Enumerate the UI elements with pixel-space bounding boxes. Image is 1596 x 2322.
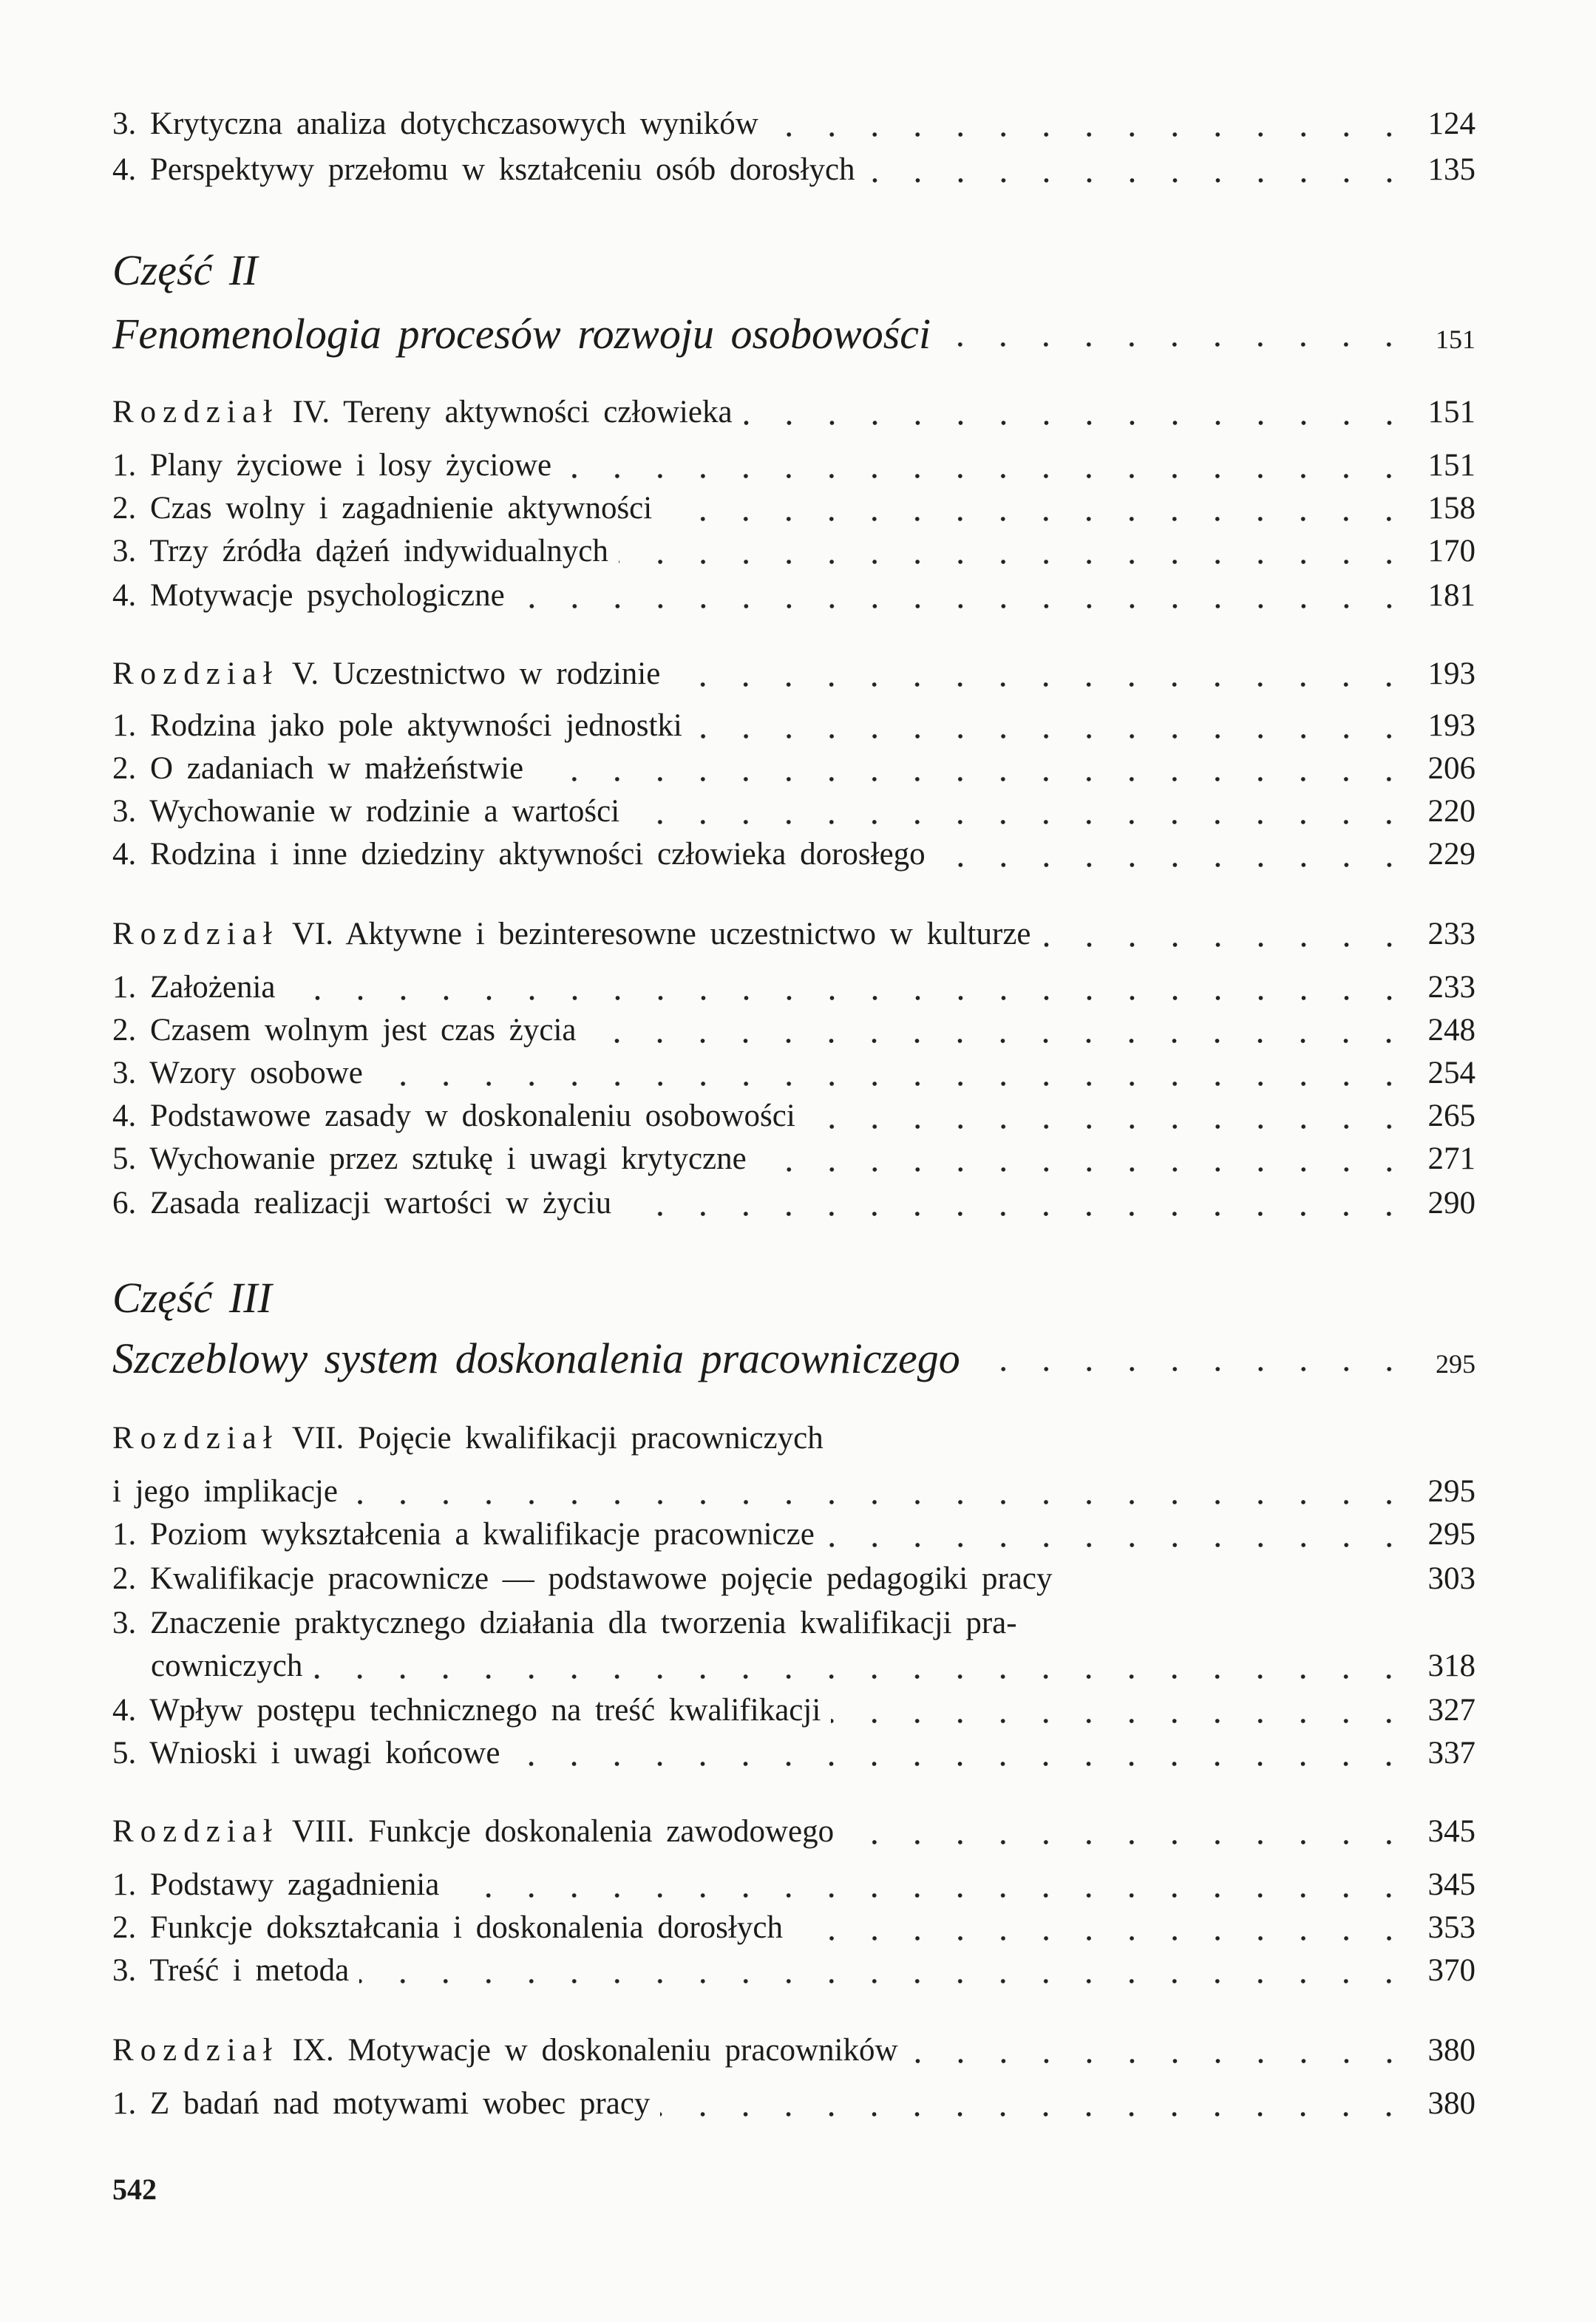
chapter-prefix: Rozdział (112, 1814, 279, 1849)
dot-leader (971, 1366, 1410, 1372)
toc-entry (112, 1688, 1476, 1733)
toc-entry (112, 1470, 1476, 1514)
dot-leader (769, 132, 1410, 138)
page-ref: 295 (1427, 1474, 1476, 1509)
page-ref: 151 (1436, 325, 1476, 354)
part-heading (112, 1269, 1476, 1328)
toc-entry (112, 1863, 1476, 1907)
dot-leader (757, 1167, 1410, 1172)
dot-leader (359, 1978, 1410, 1984)
entry-title: 1. Założenia (112, 970, 276, 1005)
page-ref: 303 (1427, 1561, 1476, 1596)
page-ref: 345 (1427, 1867, 1476, 1902)
dot-leader (941, 342, 1410, 347)
page-ref: 151 (1427, 448, 1476, 483)
toc-entry (112, 704, 1476, 748)
entry-title: 1. Plany życiowe i losy życiowe (112, 448, 552, 483)
entry-title: i jego implikacje (112, 1474, 338, 1509)
entry-title: 1. Podstawy zagadnienia (112, 1867, 440, 1902)
entry-title (112, 2029, 898, 2073)
entry-title: 4. Rodzina i inne dziedziny aktywności człowieka dorosłego (112, 837, 926, 872)
page-ref: 158 (1427, 491, 1476, 526)
page-ref: 124 (1427, 106, 1476, 141)
dot-leader (619, 559, 1410, 565)
part-heading (112, 1329, 1476, 1388)
entry-title: 4. Podstawowe zasady w doskonaleniu osobowości (112, 1099, 795, 1133)
page-ref: 337 (1427, 1736, 1476, 1771)
dot-leader (936, 862, 1410, 868)
page-ref: 295 (1427, 1517, 1476, 1552)
toc-entry (112, 486, 1476, 531)
chapter-title: IX. Motywacje w doskonaleniu pracowników (292, 2033, 898, 2068)
page-ref: 254 (1427, 1056, 1476, 1090)
dot-leader (693, 733, 1410, 739)
dot-leader (510, 1761, 1410, 1767)
page-ref: 135 (1427, 152, 1476, 187)
toc-entry (112, 1051, 1476, 1096)
entry-title: 3. Krytyczna analiza dotychczasowych wyników (112, 106, 758, 141)
entry-title: 5. Wnioski i uwagi końcowe (112, 1736, 500, 1771)
page-ref: 193 (1427, 656, 1476, 691)
chapter-entry (112, 912, 1476, 957)
toc-entry (112, 2082, 1476, 2126)
chapter-title: VII. Pojęcie kwalifikacji pracowniczych (291, 1421, 824, 1456)
entry-title: 6. Zasada realizacji wartości w życiu (112, 1186, 612, 1221)
dot-leader (515, 603, 1410, 609)
toc-entry (112, 1601, 1476, 1646)
dot-leader (348, 1499, 1410, 1505)
chapter-prefix: Rozdział (112, 395, 279, 430)
entry-title (112, 390, 733, 435)
dot-leader (282, 1306, 1410, 1311)
toc-entry (112, 574, 1476, 618)
entry-title: 1. Poziom wykształcenia a kwalifikacje pracownicze (112, 1517, 815, 1552)
toc-entry (112, 1949, 1476, 1993)
chapter-title: VIII. Funkcje doskonalenia zawodowego (291, 1814, 835, 1849)
page-ref: 233 (1427, 917, 1476, 951)
toc-entry (112, 1906, 1476, 1950)
page-ref: 181 (1427, 578, 1476, 613)
entry-title: 3. Wychowanie w rodzinie a wartości (112, 794, 620, 829)
entry-title: 1. Z badań nad motywami wobec pracy (112, 2086, 651, 2121)
dot-leader (909, 2058, 1410, 2064)
toc-entry (112, 747, 1476, 791)
entry-title: 2. Czas wolny i zagadnienie aktywności (112, 491, 653, 526)
dot-leader (313, 1674, 1410, 1680)
page-ref: 170 (1427, 534, 1476, 568)
dot-leader (534, 776, 1410, 782)
page-ref: 290 (1427, 1186, 1476, 1221)
entry-title: 3. Znaczenie praktycznego działania dla tworzenia kwalifikacji pra- (112, 1606, 1017, 1640)
chapter-entry (112, 1416, 1476, 1461)
entry-title: 5. Wychowanie przez sztukę i uwagi krytyczne (112, 1141, 747, 1176)
toc-entry (112, 790, 1476, 834)
toc-entry (112, 1094, 1476, 1138)
page-ref: 151 (1427, 395, 1476, 430)
page-ref: 229 (1427, 837, 1476, 872)
dot-leader (834, 1446, 1410, 1452)
dot-leader (793, 1935, 1410, 1941)
toc-entry (112, 102, 1476, 146)
entry-title: Część II (112, 246, 258, 294)
entry-title (112, 1416, 824, 1461)
chapter-entry (112, 652, 1476, 696)
page-ref: 271 (1427, 1141, 1476, 1176)
entry-title: 4. Wpływ postępu technicznego na treść kwalifikacji (112, 1693, 821, 1728)
dot-leader (373, 1081, 1410, 1087)
entry-title: 1. Rodzina jako pole aktywności jednostki (112, 708, 682, 743)
part-heading (112, 241, 1476, 300)
chapter-title: IV. Tereny aktywności człowieka (292, 395, 733, 430)
entry-title: 2. Funkcje dokształcania i doskonalenia dorosłych (112, 1910, 783, 1945)
dot-leader (743, 420, 1410, 426)
toc-entry (112, 832, 1476, 877)
page-ref: 353 (1427, 1910, 1476, 1945)
entry-title: cowniczych (151, 1649, 303, 1683)
dot-leader (670, 682, 1410, 688)
dot-leader (562, 473, 1410, 479)
dot-leader (1042, 942, 1411, 948)
dot-leader (1062, 1586, 1410, 1592)
dot-leader (286, 995, 1410, 1001)
chapter-entry (112, 1810, 1476, 1854)
entry-title: Fenomenologia procesów rozwoju osobowości (112, 310, 931, 358)
chapter-prefix: Rozdział (112, 1421, 279, 1456)
dot-leader (630, 819, 1410, 825)
toc-entry (112, 1731, 1476, 1776)
dot-leader (586, 1038, 1410, 1044)
toc-entry (112, 1644, 1476, 1688)
entry-title: Szczeblowy system doskonalenia pracowniczego (112, 1334, 960, 1382)
chapter-entry (112, 390, 1476, 435)
page-ref: 265 (1427, 1099, 1476, 1133)
page-ref: 220 (1427, 794, 1476, 829)
page-ref: 370 (1427, 1953, 1476, 1988)
dot-leader (825, 1542, 1410, 1548)
toc-entry (112, 1181, 1476, 1226)
toc-entry (112, 444, 1476, 488)
dot-leader (449, 1892, 1410, 1898)
dot-leader (622, 1211, 1410, 1217)
entry-title: 2. Czasem wolnym jest czas życia (112, 1013, 577, 1048)
chapter-entry (112, 2029, 1476, 2073)
toc-entry (112, 1513, 1476, 1557)
chapter-title: V. Uczestnictwo w rodzinie (291, 656, 661, 691)
dot-leader (268, 278, 1410, 284)
chapter-prefix: Rozdział (112, 917, 279, 951)
dot-leader (662, 516, 1410, 522)
page-ref: 345 (1427, 1814, 1476, 1849)
entry-title: 3. Trzy źródła dążeń indywidualnych (112, 534, 608, 568)
dot-leader (831, 1718, 1410, 1724)
entry-title: 4. Motywacje psychologiczne (112, 578, 505, 613)
toc-entry (112, 148, 1476, 192)
part-heading (112, 305, 1476, 364)
page-ref: 193 (1427, 708, 1476, 743)
toc-entry (112, 529, 1476, 574)
entry-title: 2. Kwalifikacje pracownicze — podstawowe pojęcie pedagogiki pracy (112, 1561, 1053, 1596)
page-ref: 248 (1427, 1013, 1476, 1048)
page-ref: 295 (1436, 1349, 1476, 1379)
toc-entry (112, 1137, 1476, 1181)
chapter-title: VI. Aktywne i bezinteresowne uczestnictwo w kulturze (291, 917, 1031, 951)
chapter-prefix: Rozdział (112, 2033, 279, 2068)
dot-leader (866, 177, 1410, 183)
entry-title (112, 1810, 834, 1854)
page-ref: 233 (1427, 970, 1476, 1005)
page-ref: 380 (1427, 2086, 1476, 2121)
dot-leader (1028, 1631, 1410, 1637)
chapter-prefix: Rozdział (112, 656, 279, 691)
page-ref: 206 (1427, 751, 1476, 786)
page-ref: 327 (1427, 1693, 1476, 1728)
dot-leader (844, 1839, 1410, 1845)
toc-entry (112, 965, 1476, 1010)
entry-title: Część III (112, 1274, 272, 1322)
toc-entry (112, 1557, 1476, 1601)
dot-leader (806, 1124, 1410, 1130)
page-ref: 318 (1427, 1649, 1476, 1683)
entry-title: 2. O zadaniach w małżeństwie (112, 751, 524, 786)
toc-entry (112, 1008, 1476, 1053)
entry-title (112, 912, 1031, 957)
entry-title: 3. Wzory osobowe (112, 1056, 363, 1090)
entry-title: 3. Treść i metoda (112, 1953, 350, 1988)
page-number: 542 (112, 2173, 157, 2206)
page-ref: 380 (1427, 2033, 1476, 2068)
dot-leader (660, 2111, 1410, 2117)
entry-title (112, 652, 660, 696)
entry-title: 4. Perspektywy przełomu w kształceniu osób dorosłych (112, 152, 855, 187)
